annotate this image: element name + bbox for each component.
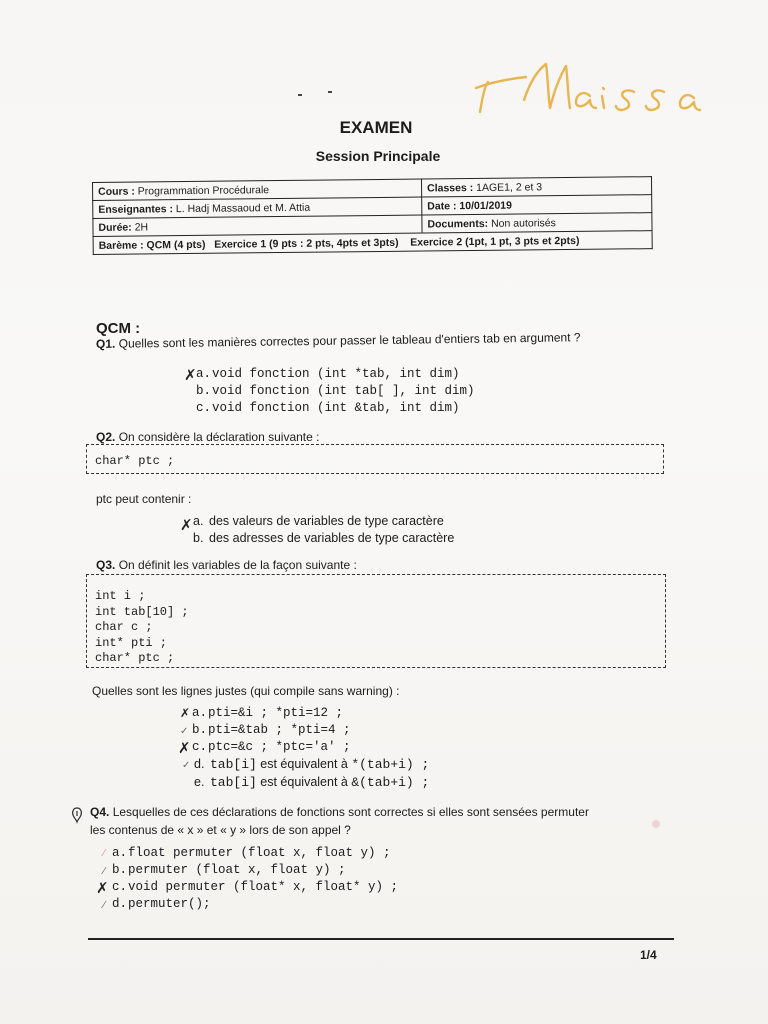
q4-option-d: d.permuter();: [112, 897, 211, 911]
documents-value: Non autorisés: [491, 216, 556, 230]
cross-mark-icon: ✗: [180, 516, 193, 534]
cross-mark-icon: ✗: [178, 739, 191, 757]
cross-mark-icon: ✗: [180, 706, 191, 720]
q4-option-b: b.permuter (float x, float y) ;: [112, 863, 346, 877]
q2-text: [96, 430, 319, 444]
bareme-row: Barème : QCM (4 pts) Exercice 1 (9 pts : 2 pts, 4pts et 3pts) Exercice 2 (1pt, 1 pt, 3 pts et 2pts): [93, 231, 652, 255]
pin-doodle-icon: [70, 806, 84, 824]
check-mark-icon: ⁄: [103, 848, 105, 859]
q1-text: [96, 330, 581, 351]
q1-option-b: b.void fonction (int tab[ ], int dim): [196, 384, 475, 398]
check-mark-icon: ✓: [182, 760, 191, 771]
q1-question: Quelles sont les manières correctes pour passer le tableau d'entiers tab en argument ?: [118, 330, 581, 351]
session-subtitle: Session Principale: [315, 148, 441, 164]
footer-divider: [88, 938, 674, 940]
q3-code-line: int i ;: [95, 589, 146, 603]
q3-number: Q3.: [96, 558, 116, 572]
q3-code-line: char c ;: [95, 620, 153, 634]
q3-question: On définit les variables de la façon suivante :: [118, 558, 357, 572]
q3-prompt: Quelles sont les lignes justes (qui compile sans warning) :: [92, 684, 400, 698]
q3-option-a: a.pti=&i ; *pti=12 ;: [192, 706, 344, 720]
q2-question: On considère la déclaration suivante :: [118, 430, 320, 444]
q3-text: [96, 558, 357, 572]
q1-option-a: a.void fonction (int *tab, int dim): [196, 367, 460, 381]
q2-code: char* ptc ;: [95, 454, 175, 468]
date-cell: [422, 195, 652, 215]
classes-label: Classes :: [427, 181, 474, 194]
q3-option-d: d. tab[i] est équivalent à *(tab+i) ;: [194, 757, 430, 772]
q2-code-box: [86, 444, 664, 474]
course-value: Programmation Procédurale: [137, 183, 270, 198]
q2-option-a: a. des valeurs de variables de type caractère: [193, 514, 444, 528]
ink-smudge: [652, 820, 660, 828]
cross-mark-icon: ✗: [96, 879, 109, 897]
documents-label: Documents:: [427, 217, 489, 230]
q3-code-line: int tab[10] ;: [95, 604, 189, 619]
cross-mark-icon: ✗: [184, 366, 197, 384]
page-number: 1/4: [640, 948, 657, 962]
q2-number: Q2.: [96, 430, 116, 444]
exam-title: EXAMEN: [339, 118, 413, 137]
duration-value: 2H: [134, 220, 149, 234]
check-mark-icon: ✓: [180, 726, 189, 737]
teachers-label: Enseignantes :: [98, 202, 174, 216]
q4-number: Q4.: [90, 805, 110, 819]
course-label: Cours :: [98, 185, 135, 198]
documents-cell: [422, 213, 652, 233]
q4-option-c: c.void permuter (float* x, float* y) ;: [112, 880, 399, 894]
check-mark-icon: ⁄: [103, 900, 105, 911]
speck-mark: [298, 94, 302, 96]
teachers-value: L. Hadj Massaoud et M. Attia: [175, 201, 311, 215]
q3-option-e: e. tab[i] est équivalent à &(tab+i) ;: [194, 775, 430, 790]
classes-value: 1AGE1, 2 et 3: [476, 180, 543, 194]
q3-option-b: b.pti=&tab ; *pti=4 ;: [192, 723, 351, 737]
q3-code-line: int* pti ;: [95, 635, 168, 650]
speck-mark: [328, 91, 332, 93]
q1-number: Q1.: [95, 336, 116, 351]
q4-text: [90, 805, 589, 819]
q2-prompt: ptc peut contenir :: [96, 492, 192, 506]
duration-label: Durée:: [98, 221, 132, 234]
q3-option-c: c.ptc=&c ; *ptc='a' ;: [192, 740, 351, 754]
q3-code-box: [86, 574, 666, 668]
q4-question: Lesquelles de ces déclarations de fonctions sont correctes si elles sont sensées permuter: [112, 805, 589, 819]
q3-code-line: char* ptc ;: [95, 651, 175, 665]
q4-option-a: a.float permuter (float x, float y) ;: [112, 846, 391, 860]
check-mark-icon: ⁄: [103, 866, 105, 877]
q4-question-line2: les contenus de « x » et « y » lors de son appel ?: [90, 823, 351, 837]
q2-option-b: b. des adresses de variables de type caractère: [193, 531, 455, 545]
date-label: Date :: [427, 199, 457, 212]
q1-option-c: c.void fonction (int &tab, int dim): [196, 401, 460, 415]
classes-cell: [421, 177, 651, 197]
qcm-heading: QCM :: [96, 320, 141, 337]
date-value: 10/01/2019: [459, 199, 512, 212]
exam-info-table: [92, 176, 653, 255]
